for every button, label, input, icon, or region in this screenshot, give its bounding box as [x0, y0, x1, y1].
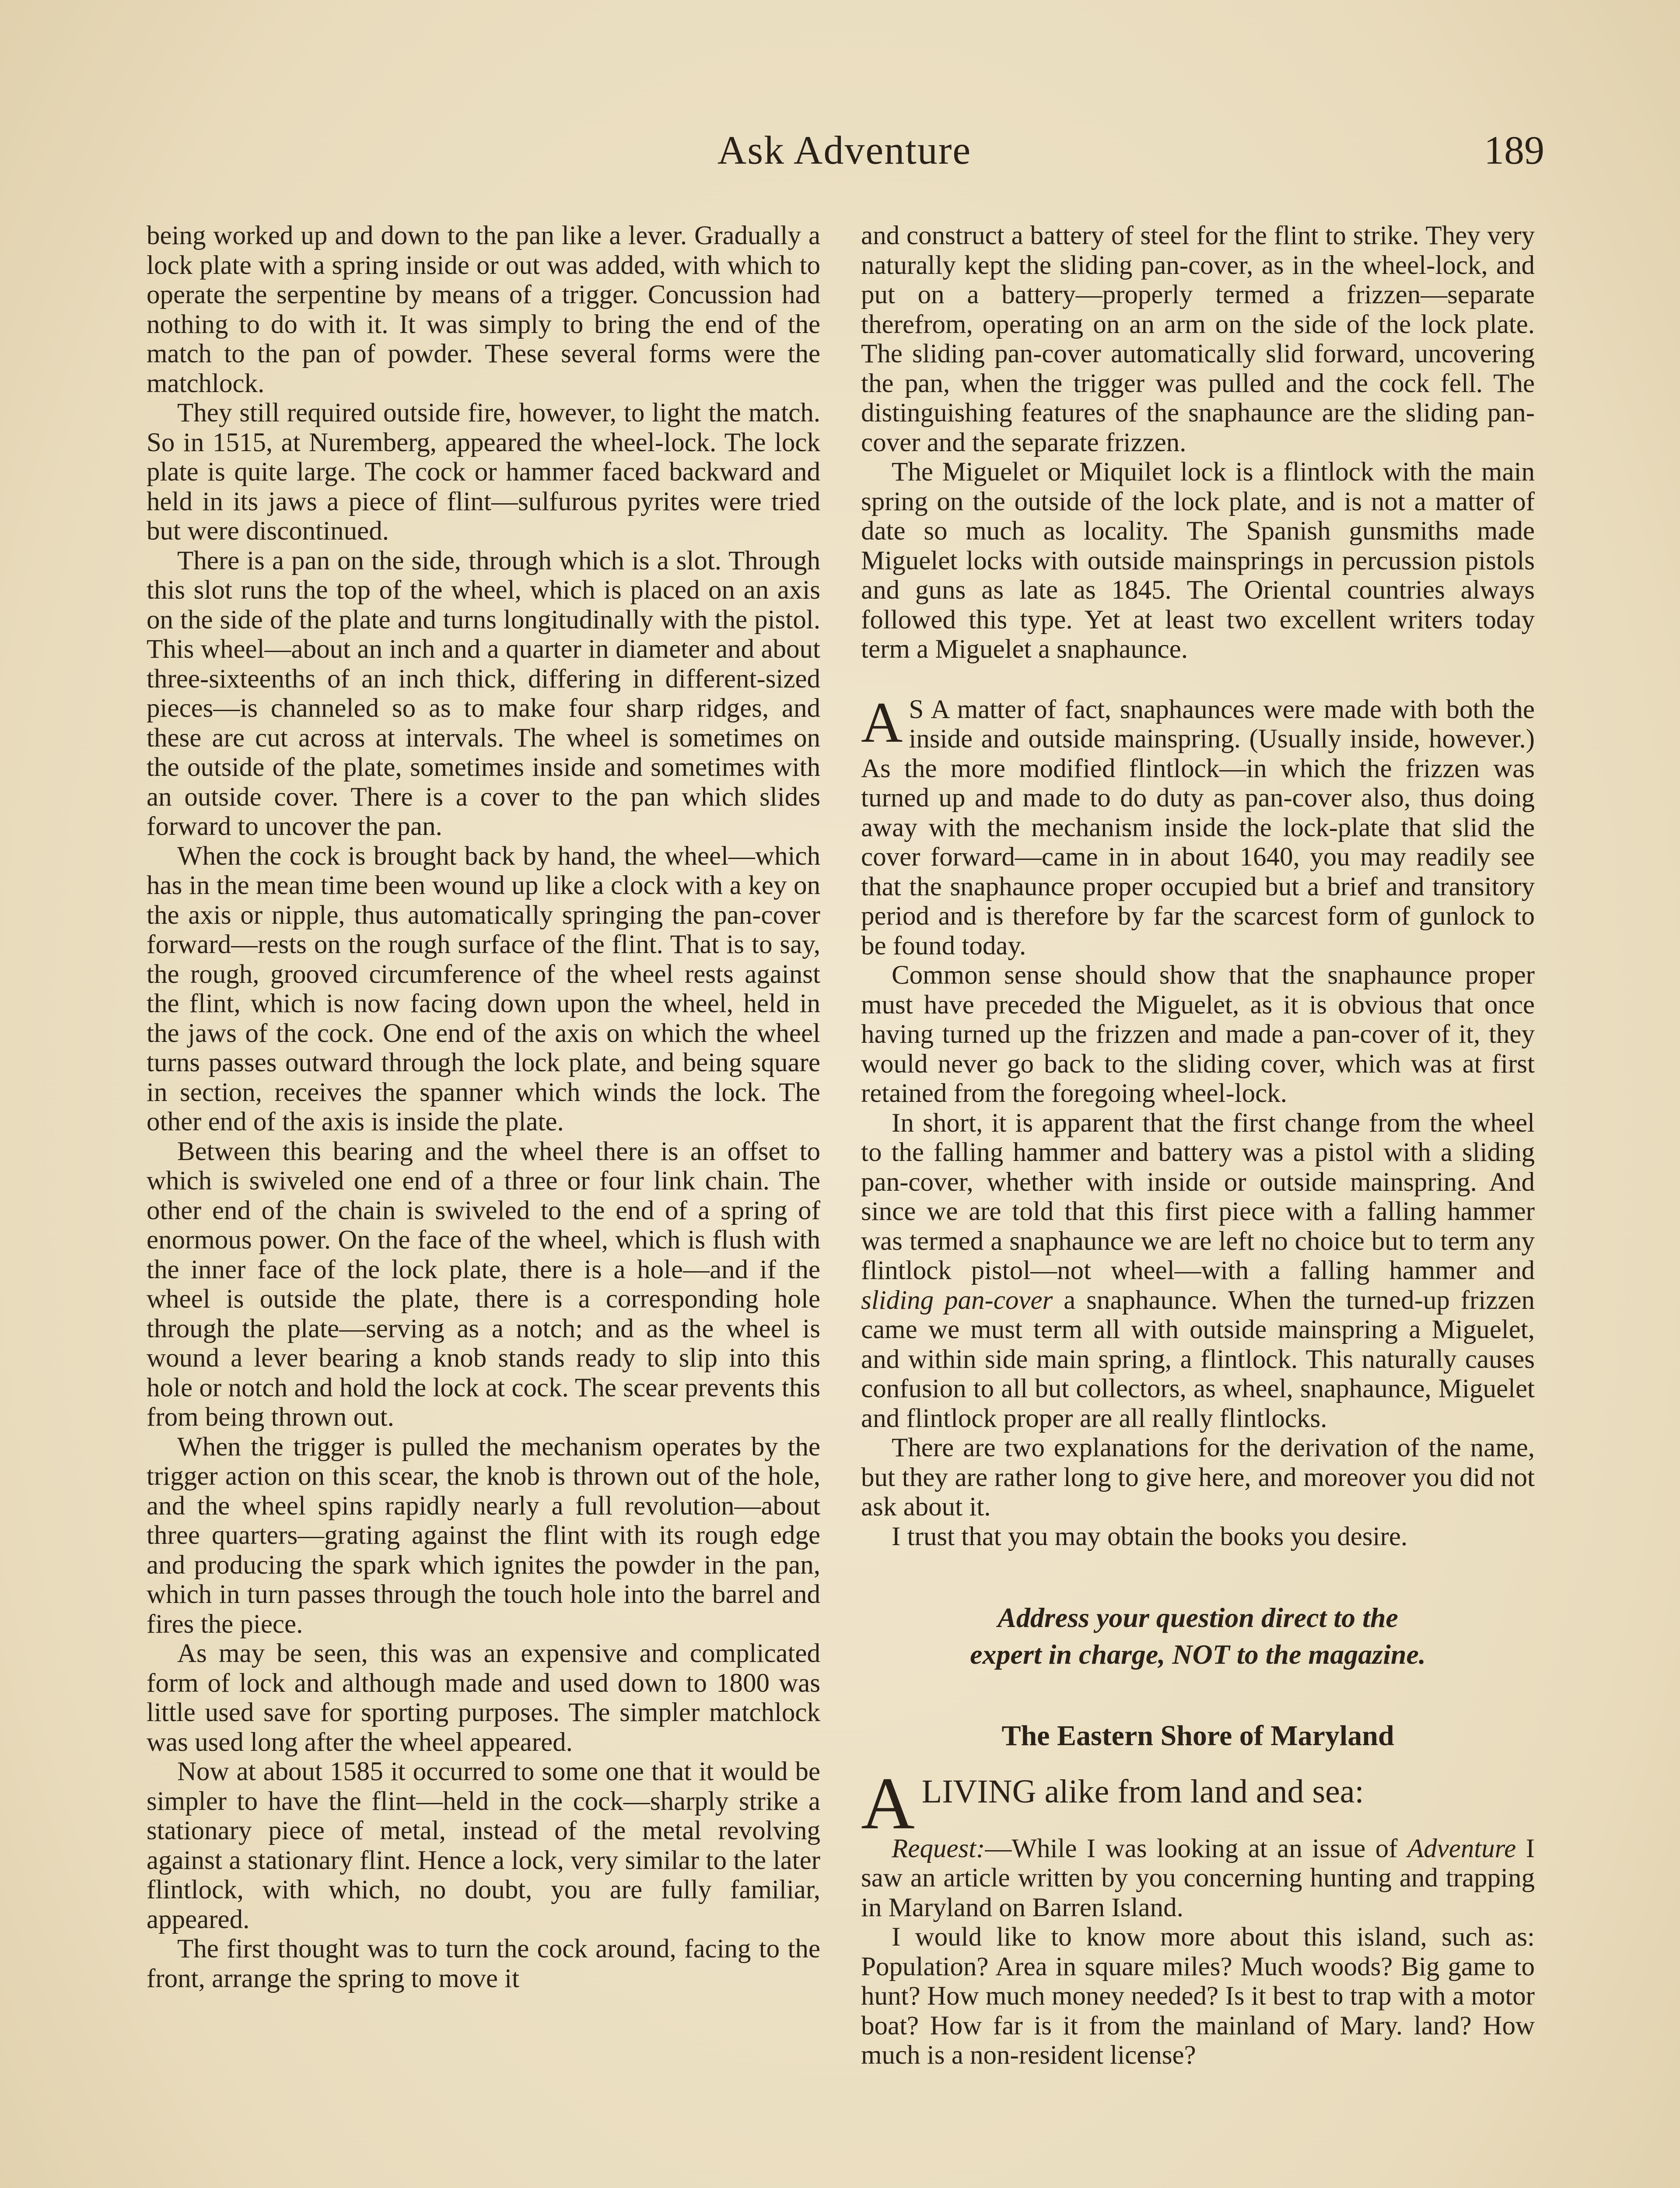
paragraph: being worked up and down to the pan like a lever. Gradually a lock plate with a spring inside or out was added, with which to operate the serpentine by means of a trigger. Concussion had nothing to do with it. It was simply to bring the end of the match to the pan of powder. These several forms were the matchlock. [147, 221, 820, 398]
editorial-notice [861, 1599, 1535, 1673]
dropcap-paragraph [861, 690, 1535, 961]
right-column [861, 221, 1535, 2070]
epigraph-drop-cap: A [861, 1762, 915, 1844]
paragraph: I would like to know more about this island, such as: Population? Area in square miles? Much woods? Big game to hunt? How much money needed? Is it best to trap with a motor boat? How far is it from the mainland of Mary. land? How much is a non-resident license? [861, 1922, 1535, 2070]
request-paragraph [861, 1834, 1535, 1923]
paragraph: I trust that you may obtain the books you desire. [892, 1522, 1408, 1551]
magazine-name: Adventure [1407, 1834, 1516, 1863]
epigraph-text: LIVING alike from land and sea: [921, 1773, 1364, 1810]
paragraph: The Miguelet or Miquilet lock is a flintlock with the main spring on the outside of the lock plate, and is not a matter of date so much as locality. The Spanish gunsmiths made Miguelet locks with outside mainsprings in percussion pistols and guns as late as 1845. The Oriental countries always followed this type. Yet at least two excellent writers today term a Miguelet a snaphaunce. [861, 457, 1535, 664]
paragraph: and construct a battery of steel for the flint to strike. They very naturally kept the sliding pan-cover, as in the wheel-lock, and put on a battery—properly termed a frizzen—separate therefrom, operating on an arm on the side of the lock plate. The sliding pan-cover automatically slid forward, uncovering the pan, when the trigger was pulled and the cock fell. The distinguishing features of the snaphaunce are the sliding pan-cover and the separate frizzen. [861, 221, 1535, 457]
paragraph: Common sense should show that the snaphaunce proper must have preceded the Miguelet, as it is obvious that once having turned up the frizzen and made a pan-cover of it, they would never go back to the sliding cover, which was at first retained from the foregoing wheel-lock. [861, 961, 1535, 1108]
paragraph: The first thought was to turn the cock around, facing to the front, arrange the spring to move it [147, 1934, 820, 1993]
page-header [144, 127, 1544, 188]
paragraph [861, 1108, 1535, 1434]
paragraph: When the cock is brought back by hand, the wheel—which has in the mean time been wound up like a clock with a key on the axis or nipple, thus automatically springing the pan-cover forward—rests on the rough surface of the flint. That is to say, the rough, grooved circumference of the wheel rests against the flint, which is now facing down upon the wheel, held in the jaws of the cock. One end of the axis on which the wheel turns passes outward through the lock plate, and being square in section, receives the spanner which winds the lock. The other end of the axis is inside the plate. [147, 841, 820, 1136]
section-title: The Eastern Shore of Maryland [1001, 1720, 1394, 1752]
paragraph-text: —While I was looking at an issue of [985, 1834, 1407, 1863]
left-column [147, 221, 820, 1993]
paragraph-text: I saw an article written by you concerning hunting and trapping in Maryland on Barren Island. [861, 1834, 1535, 1922]
italic-term: sliding pan-cover [861, 1285, 1053, 1315]
running-title: Ask Adventure [717, 128, 972, 172]
paragraph: Between this bearing and the wheel there is an offset to which is swiveled one end of a three or four link chain. The other end of the chain is swiveled to the end of a spring of enormous power. On the face of the wheel, which is flush with the inner face of the lock plate, there is a hole—and if the wheel is outside the plate, there is a corresponding hole through the plate—serving as a notch; and as the wheel is wound a lever bearing a knob stands ready to slip into this hole or notch and hold the lock at cock. The scear prevents this from being thrown out. [147, 1136, 820, 1432]
notice-line: Address your question direct to the [998, 1602, 1398, 1633]
paragraph: There are two explanations for the derivation of the name, but they are rather long to give here, and moreover you did not ask about it. [861, 1433, 1535, 1522]
paragraph: They still required outside fire, however, to light the match. So in 1515, at Nuremberg, appeared the wheel-lock. The lock plate is quite large. The cock or hammer faced backward and held in its jaws a piece of flint—sulfurous pyrites were tried but were discontinued. [147, 398, 820, 546]
paragraph-text: a snaphaunce. When the turned-up frizzen came we must term all with outside mainspring a Miguelet, and within side main spring, a flintlock. This naturally causes confusion to all but collectors, as wheel, snaphaunce, Miguelet and flintlock proper are all really flintlocks. [861, 1285, 1535, 1433]
drop-cap-letter: A [861, 690, 903, 754]
paragraph: When the trigger is pulled the mechanism operates by the trigger action on this scear, the knob is thrown out of the hole, and the wheel spins rapidly nearly a full revolution—about three quarters—grating against the flint with its rough edge and producing the spark which ignites the powder in the pan, which in turn passes through the touch hole into the barrel and fires the piece. [147, 1432, 820, 1639]
epigraph [861, 1762, 1535, 1844]
paragraph: Now at about 1585 it occurred to some one that it would be simpler to have the flint—held in the cock—sharply strike a stationary piece of metal, instead of the metal revolving against a stationary flint. Hence a lock, very similar to the later flintlock, with which, no doubt, you are fully familiar, appeared. [147, 1757, 820, 1934]
dropcap-paragraph-text: S A matter of fact, snaphaunces were made with both the inside and outside mainspring. (Usually inside, however.) As the more modified flintlock—in which the frizzen was turned up and made to do duty as pan-cover also, thus doing away with the mechanism inside the lock-plate that slid the cover forward—came in in about 1640, you may readily see that the snaphaunce proper occupied but a brief and transitory period and is therefore by far the scarcest form of gunlock to be found today. [861, 694, 1535, 961]
paragraph: There is a pan on the side, through which is a slot. Through this slot runs the top of the wheel, which is placed on an axis on the side of the plate and turns longitudinally with the pistol. This wheel—about an inch and a quarter in diameter and about three-sixteenths of an inch thick, differing in different-sized pieces—is channeled so as to make four sharp ridges, and these are cut across at intervals. The wheel is sometimes on the outside of the plate, sometimes inside and sometimes with an outside cover. There is a cover to the pan which slides forward to uncover the pan. [147, 546, 820, 841]
notice-line: expert in charge, NOT to the magazine. [970, 1639, 1426, 1670]
page-number: 189 [1484, 128, 1544, 172]
paragraph-text: In short, it is apparent that the first change from the wheel to the falling hammer and battery was a pistol with a sliding pan-cover, whether with inside or outside mainspring. And since we are told that this first piece with a falling hammer was termed a snaphaunce we are left no choice but to term any flintlock pistol—not wheel—with a falling hammer and [861, 1108, 1535, 1285]
request-label: Request: [892, 1834, 985, 1863]
paragraph: As may be seen, this was an expensive and complicated form of lock and although made and used down to 1800 was little used save for sporting purposes. The simpler matchlock was used long after the wheel appeared. [147, 1639, 820, 1757]
